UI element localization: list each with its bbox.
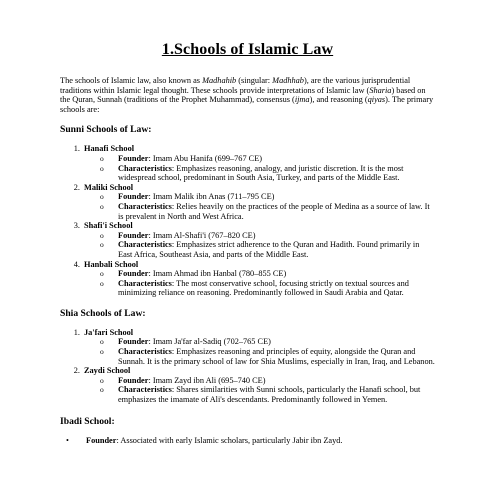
characteristics-label: Characteristics <box>118 347 172 357</box>
founder-text: : Associated with early Islamic scholars, particularly Jabir ibn Zayd. <box>116 435 343 445</box>
characteristics-text: : Shares similarities with Sunni schools, particularly the Hanafi school, but emphasizes the imamate of Ali's descendants. Predominantly followed in Yemen. <box>118 385 421 405</box>
intro-text: ) based on the Quran, Sunnah (traditions of the Prophet Muhammad), consensus ( <box>60 85 426 105</box>
sunni-school-list <box>60 144 435 298</box>
school-details <box>84 376 435 405</box>
founder-item <box>66 436 435 446</box>
school-details <box>84 154 435 183</box>
characteristics-item <box>100 164 435 183</box>
characteristics-text: : Emphasizes reasoning, analogy, and juristic discretion. It is the most widespread school, predominant in South Asia, Turkey, and parts of the Middle East. <box>118 163 404 183</box>
shia-school-list <box>60 328 435 405</box>
founder-label: Founder <box>118 230 149 240</box>
intro-text: ). The primary schools are: <box>60 95 434 114</box>
founder-text: : Imam Ahmad ibn Hanbal (780–855 CE) <box>148 269 287 279</box>
founder-text: : Imam Ja'far al-Sadiq (702–765 CE) <box>148 337 271 347</box>
intro-term-sharia: Sharia <box>369 85 392 95</box>
founder-item <box>100 269 435 279</box>
school-name: Ja'fari School <box>84 327 134 337</box>
founder-label: Founder <box>118 375 149 385</box>
school-item-shafii <box>82 221 435 259</box>
school-details <box>84 192 435 221</box>
intro-text: (singular: <box>236 76 273 85</box>
founder-label: Founder <box>118 192 149 202</box>
intro-term-ijma: ijma <box>294 95 310 105</box>
founder-item <box>100 376 435 386</box>
school-item-jafari <box>82 328 435 366</box>
intro-term-madhhab: Madhhab <box>272 76 304 85</box>
characteristics-label: Characteristics <box>118 163 172 173</box>
characteristics-label: Characteristics <box>118 385 172 395</box>
founder-text: : Imam Malik ibn Anas (711–795 CE) <box>148 192 275 202</box>
founder-label: Founder <box>118 337 149 347</box>
characteristics-text: : Emphasizes reasoning and principles of equity, alongside the Quran and Sunnah. It is the primary school of law for Shia Muslims, especially in Iran, Iraq, and Lebanon. <box>118 347 435 366</box>
school-item-hanafi <box>82 144 435 182</box>
founder-text: : Imam Al-Shafi'i (767–820 CE) <box>148 230 256 240</box>
intro-term-madhahib: Madhahib <box>202 76 237 85</box>
school-details <box>84 231 435 260</box>
school-item-maliki <box>82 183 435 221</box>
school-name: Hanbali School <box>84 259 139 269</box>
characteristics-text: : The most conservative school, focusing strictly on textual sources and minimizing reliance on reasoning. Predominantly followed in Saudi Arabia and Qatar. <box>118 278 409 298</box>
characteristics-item <box>100 347 435 366</box>
intro-paragraph <box>60 76 435 114</box>
founder-label: Founder <box>86 435 117 445</box>
characteristics-label: Characteristics <box>118 278 172 288</box>
characteristics-item <box>100 202 435 221</box>
characteristics-item <box>100 385 435 404</box>
characteristics-label: Characteristics <box>118 201 172 211</box>
characteristics-item <box>100 279 435 298</box>
school-item-zaydi <box>82 366 435 404</box>
school-name: Zaydi School <box>84 366 131 376</box>
school-details <box>84 269 435 298</box>
school-name: Shafi'i School <box>84 221 133 231</box>
ibadi-list <box>60 436 435 446</box>
founder-item <box>100 154 435 164</box>
intro-term-qiyas: qiyas <box>367 95 386 105</box>
characteristics-label: Characteristics <box>118 240 172 250</box>
page-title: 1.Schools of Islamic Law <box>161 41 334 58</box>
founder-text: : Imam Abu Hanifa (699–767 CE) <box>148 153 263 163</box>
characteristics-text: : Relies heavily on the practices of the people of Medina as a source of law. It is prevalent in North and West Africa. <box>118 201 430 221</box>
school-name: Maliki School <box>84 182 134 192</box>
founder-text: : Imam Zayd ibn Ali (695–740 CE) <box>148 375 266 385</box>
school-item-hanbali <box>82 260 435 298</box>
sunni-heading: Sunni Schools of Law: <box>60 124 152 136</box>
founder-item <box>100 337 435 347</box>
school-details <box>84 337 435 366</box>
founder-item <box>100 231 435 241</box>
shia-heading: Shia Schools of Law: <box>60 307 146 319</box>
founder-item <box>100 192 435 202</box>
characteristics-item <box>100 240 435 259</box>
characteristics-text: : Emphasizes strict adherence to the Quran and Hadith. Found primarily in East Africa, Southeast Asia, and parts of the Middle East. <box>118 240 420 259</box>
ibadi-heading: Ibadi School: <box>60 415 115 427</box>
intro-text: The schools of Islamic law, also known as <box>60 76 203 85</box>
founder-label: Founder <box>118 153 149 163</box>
school-name: Hanafi School <box>84 144 135 154</box>
founder-label: Founder <box>118 269 149 279</box>
intro-text: ), are the various jurisprudential traditions within Islamic legal thought. These schools provide interpretations of Islamic law ( <box>60 76 411 95</box>
intro-text: ), and reasoning ( <box>309 95 368 105</box>
